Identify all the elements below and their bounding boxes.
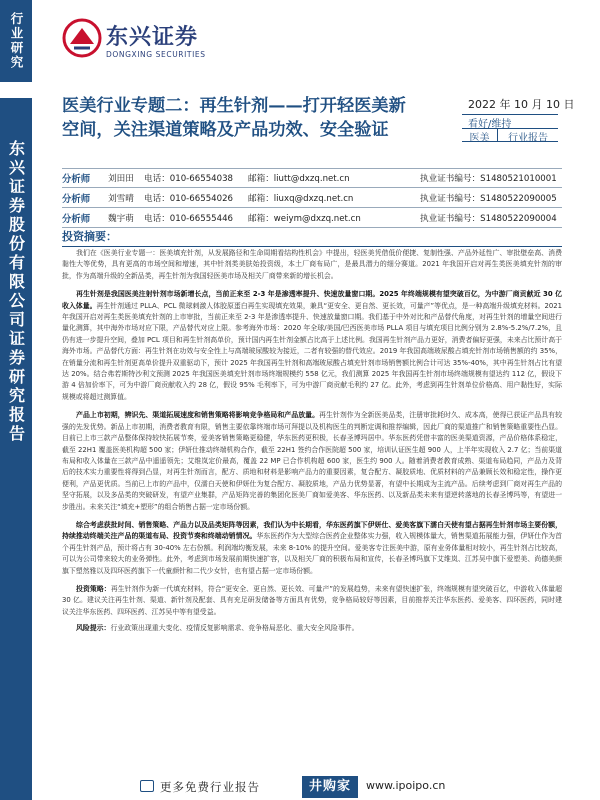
analyst-label: 分析师 (62, 193, 91, 205)
analyst-name: 刘田田 (108, 174, 134, 184)
analyst-table (62, 168, 562, 228)
page-footer (0, 776, 600, 800)
footer-url-link[interactable]: www.ipoipo.cn (366, 779, 446, 792)
analyst-row (62, 168, 562, 188)
tag-industry: 医美 (462, 129, 498, 141)
paragraph-risk: 风险提示：行业政策出现重大变化、疫情反复影响需求、竞争格局恶化、重大安全风险事件。 (76, 624, 359, 633)
analyst-license: 执业证书编号：S1480521010001 (420, 174, 557, 184)
sidebar-bottom-strip (0, 98, 32, 800)
rating-badge (462, 114, 558, 130)
analyst-name: 魏宇萌 (108, 213, 134, 224)
report-tags (462, 128, 558, 142)
footer-promo-text: 更多免费行业报告 (160, 780, 260, 794)
tag-type: 行业报告 (508, 133, 548, 144)
analyst-row (62, 188, 562, 208)
paragraph-strategy: 投资策略：再生针剂作为新一代填充材料，符合“更安全、更自然、更长效、可量产”的发展趋势，未来有望快速扩张，终端规模有望突破百亿，中游收入体量超 30 亿。建议关注再生针剂、渠道、新针剂及配套、具有充足研发储备等方面具有优势，竞争格局较好等因素，目前推荐关注华东医药、爱美客、四环医药，同时建议关注华东医药、四环医药、江苏吴中等有望受益。 (62, 584, 562, 616)
paragraph-conclusion: 综合考虑获批时间、销售策略、产品力以及品类矩阵等因素，我们认为中长期看，华东医药旗下伊妍仕、爱美客旗下濡白天使有望占据再生针剂市场主要份额，持续推动终端关注产品的渠道布局、投资节奏和终端动销情况。华东医药作为大型综合医药企业整体实力强，收入规模体量大，销售渠道拓展能力强，伊妍仕作为首个再生针剂产品，预计将占有 30-40% 左右份额。利润端均衡发展，未来 8-10% 的提升空间。爱美客专注医美中游，原有业务体量相对较小，再生针剂占比较高，可以为公司带来较大的业务弹性。此外，考虑到市场发展前期快速扩容，以及相关厂商的积极布局和宣传，长春圣博玛旗下艾维岚、江苏吴中旗下爱塑美、尚德美颜旗下塑然雅以及四环医药旗下一代童颜针和二代少女针，也有望占据一定市场份额。 (62, 520, 562, 575)
logo-english: DONGXING SECURITIES (106, 50, 206, 59)
analyst-license: 执业证书编号：S1480522090005 (420, 193, 557, 204)
analyst-name: 刘雪晴 (108, 193, 134, 204)
report-title: 医美行业专题二：再生针剂——打开轻医美新空间，关注渠道策略及产品功效、安全验证 (62, 96, 406, 140)
analyst-email[interactable]: 邮箱：liutt@dxzq.net.cn (248, 174, 350, 184)
summary-heading: 投资摘要： (62, 228, 562, 247)
footer-brand-badge: 井购家 (302, 776, 358, 798)
summary-body (62, 248, 562, 640)
computer-icon (140, 780, 154, 792)
logo-mark-icon (62, 18, 102, 62)
logo-name: 东兴证券 (106, 25, 199, 50)
analyst-email[interactable]: 邮箱：liuxq@dxzq.net.cn (248, 193, 354, 204)
analyst-label: 分析师 (62, 174, 91, 185)
paragraph-market: 再生针剂是我国医美注射针剂市场新增长点，当前正来至 2-3 年是渗透率提升、快速放量窗口期。2025 年终端规模有望突破百亿，为中游厂商贡献近 30 亿收入体量。再生针剂通过 PLLA、PCL 微球刺激人体胶原蛋白再生实现填充效果，兼具“更安全、更自然、更长效，可量产”等优点，是一种高端升级填充材料。2021 年我国开启对再生类医美填充针剂的上市审批，当前正来至 2-3 年是渗透率提升、快速放量窗口期。我们基于中外对比和产品替代角度，对再生针剂的增量空间进行量化测算，其中海外市场对应下限，产品替代对应上限。参考海外市场：2020 年全球/美国/巴西医美市场 PLLA 项目与填充项目比例分别为 2.8%-5.2%/7.2%，且仍有进一步提升空间，叠加 PCL 项目和再生针剂高单价，预计国内再生针剂金额占比高于上述比例。我国再生针剂产品力更好，消费者偏好更强，未来占比预计高于海外市场。产品替代方面：再生针剂在功效与安全性上与高端玻尿酸较为接近，二者有较强的替代效应。2019 年我国高端玻尿酸占填充针剂市场销售额的约 35%，在销量分流和再生针剂更高单价提升双重驱动下，预计 2025 年我国再生针剂和高端玻尿酸占填充针剂市场销售额比例合计可达 35%-40%，其中再生针剂占比有望达 20%。结合弗若斯特沙利文预测 2025 年我国医美填充针剂市场终端规模约 558 亿元，我们测算 2025 年我国再生针剂市场终端规模有望达约 112 亿，假设下游 4 倍加价率下，可为中游厂商贡献收入约 28 亿，假设 95% 毛利率下，可为中游厂商贡献毛利约 27 亿。此外，考虑到再生针剂单位价格高、用户黏性好，实际规模或将超过测算值。 (62, 290, 562, 401)
paragraph-intro: 我们在《医美行业专题一：医美填充针剂，从发展路径和生命周期看结构性机会》中提出，轻医美凭借低价便捷、复制性强、产品外延性广、审批壁垒高、消费黏性大等优势，具有更高的市场空间和增速，其中针剂类美肤始投资级，本土厂商布局广，是最具潜力的细分赛道。2021 年我国开启对再生类医美填充针剂的审批，作为高端升级的全新品类，再生针剂为我国轻医美市场及相关厂商带来新的增长机会。 (62, 249, 562, 280)
company-logo (62, 18, 232, 70)
rating-text: 看好/维持 (468, 119, 512, 130)
analyst-phone: 电话：010-66554026 (144, 193, 234, 204)
sidebar-bottom-label: 东兴证券股份有限公司证券研究报告 (6, 140, 26, 444)
sidebar-top-label: 行业研究 (9, 12, 24, 70)
analyst-email[interactable]: 邮箱：weiym@dxzq.net.cn (248, 213, 361, 224)
analyst-label: 分析师 (62, 213, 91, 225)
analyst-phone: 电话：010-66555446 (144, 213, 234, 224)
analyst-license: 执业证书编号：S1480522090004 (420, 213, 557, 224)
sidebar-top-strip (0, 0, 32, 82)
paragraph-competition: 产品上市初期，辨识先、渠道拓展速度和销售策略将影响竞争格局和产品放量。再生针剂作为全新医美品类，注册审批耗时久、成本高，使得已获证产品具有较强的先发优势。新品上市初期，消费者教育有限，销售主要依靠终端市场可拜提以及机构医生的判断定调和推荐编辑，因此厂商的渠道推广和销售策略重要性凸显。目前已上市三款产品整体保持较快拓展节奏，爱美客销售策略更稳健，华东医药更积极，长春圣博玛居中。华东医药凭借丰富的医美渠道资源，产品价格体系稳定，截至 22H1 覆盖医美机构超 500 家；伊妍仕推动终端机构合作，截至 22H1 签约合作医院超 500 家，培训认证医生超 900 人，上半年实现收入 2.7 亿；当前渠道布局和收入体量在三款产品中遥遥领先；艾维岚定价最高，覆盖 22 MP 已合作机构超 600 家，医生约 900 人。随着消费者教育成熟、渠道布局趋同，产品力及背后的技术实力重要性将得到凸显，对再生针剂而言，配方、质地和材料是影响产品力的重要因素，复合配方、凝胶质地、优质材料的产品兼顾长效和稳定性，操作更便利，产品更优质。当前已上市的产品中，仅濡白天使和伊妍仕为复合配方、凝胶质地，产品力优势显著，有望中长期成为主流产品。后续考虑到厂商对再生产品的坚守拓展，以及多品类的突破研发，有望产业集群，产品矩阵完善的集团化医美厂商如爱美客、华东医药、以及新品类未来有望逆转落地的长春圣博玛等，有望进一步胜出。未来关注“填充+塑形”的组合销售占据一定市场份额。 (62, 411, 563, 511)
analyst-row (62, 208, 562, 228)
analyst-phone: 电话：010-66554038 (144, 174, 234, 184)
report-date: 2022 年 10 月 10 日 (468, 98, 575, 111)
